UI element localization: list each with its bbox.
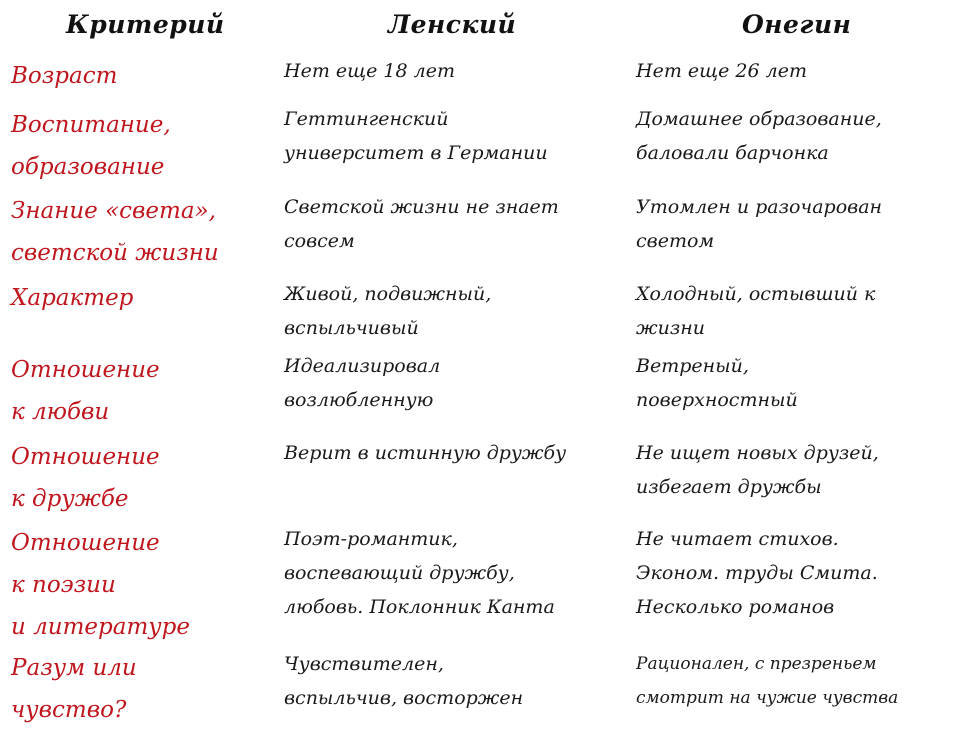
onegin-line: Нет еще 26 лет: [636, 60, 807, 82]
onegin-cell: [636, 349, 798, 417]
criterion-line: Знание «света»,: [11, 198, 216, 224]
lensky-line: Геттингенский: [284, 108, 449, 130]
lensky-line: Живой, подвижный,: [284, 283, 492, 305]
onegin-cell: [636, 277, 875, 345]
onegin-line: смотрит на чужие чувства: [636, 688, 899, 708]
onegin-cell: [636, 647, 898, 715]
criterion-line: и литературе: [11, 614, 190, 640]
onegin-line: Рационален, с презреньем: [636, 654, 877, 674]
lensky-line: вспыльчивый: [284, 317, 419, 339]
criterion-cell: [11, 277, 133, 319]
lensky-line: Чувствителен,: [284, 653, 444, 675]
criterion-cell: [11, 104, 171, 188]
lensky-line: Верит в истинную дружбу: [284, 442, 567, 464]
onegin-line: Утомлен и разочарован: [636, 196, 883, 218]
lensky-line: совсем: [284, 230, 355, 252]
onegin-line: Не ищет новых друзей,: [636, 442, 879, 464]
criterion-cell: [11, 190, 219, 274]
lensky-cell: [284, 54, 455, 88]
lensky-cell: [284, 102, 548, 170]
header-lensky: Ленский: [388, 10, 517, 39]
lensky-line: вспыльчив, восторжен: [284, 687, 524, 709]
criterion-line: Отношение: [11, 530, 160, 556]
lensky-cell: [284, 349, 440, 417]
lensky-line: Идеализировал: [284, 355, 441, 377]
onegin-line: Домашнее образование,: [636, 108, 882, 130]
criterion-cell: [11, 522, 190, 648]
onegin-line: баловали барчонка: [636, 142, 829, 164]
criterion-cell: [11, 436, 160, 520]
onegin-line: Эконом. труды Смита.: [636, 562, 878, 584]
lensky-line: Нет еще 18 лет: [284, 60, 455, 82]
lensky-line: Светской жизни не знает: [284, 196, 559, 218]
onegin-cell: [636, 190, 882, 258]
criterion-cell: [11, 349, 160, 433]
criterion-line: Возраст: [11, 63, 118, 89]
onegin-cell: [636, 102, 882, 170]
criterion-line: светской жизни: [11, 240, 219, 266]
onegin-line: Холодный, остывший к: [636, 283, 876, 305]
onegin-line: Несколько романов: [636, 596, 835, 618]
onegin-line: Ветреный,: [636, 355, 749, 377]
criterion-line: Отношение: [11, 444, 160, 470]
criterion-line: к поэзии: [11, 572, 116, 598]
onegin-line: избегает дружбы: [636, 476, 822, 498]
criterion-line: Характер: [11, 285, 134, 311]
lensky-line: возлюбленную: [284, 389, 434, 411]
criterion-cell: [11, 55, 117, 97]
header-criterion: Критерий: [66, 10, 225, 39]
criterion-line: к дружбе: [11, 486, 129, 512]
lensky-cell: [284, 190, 559, 258]
onegin-cell: [636, 436, 879, 504]
lensky-line: университет в Германии: [284, 142, 548, 164]
lensky-line: Поэт-романтик,: [284, 528, 458, 550]
criterion-line: Разум или: [11, 655, 137, 681]
criterion-line: Воспитание,: [11, 112, 171, 138]
criterion-line: образование: [11, 154, 165, 180]
lensky-cell: [284, 522, 555, 624]
onegin-cell: [636, 54, 807, 88]
onegin-line: Не читает стихов.: [636, 528, 839, 550]
header-onegin: Онегин: [742, 10, 852, 39]
onegin-line: поверхностный: [636, 389, 798, 411]
lensky-cell: [284, 647, 523, 715]
lensky-line: воспевающий дружбу,: [284, 562, 515, 584]
lensky-line: любовь. Поклонник Канта: [284, 596, 555, 618]
criterion-line: Отношение: [11, 357, 160, 383]
criterion-line: к любви: [11, 399, 110, 425]
lensky-cell: [284, 277, 491, 345]
lensky-cell: [284, 436, 566, 470]
criterion-line: чувство?: [11, 697, 127, 723]
onegin-line: светом: [636, 230, 715, 252]
criterion-cell: [11, 647, 137, 731]
onegin-cell: [636, 522, 878, 624]
onegin-line: жизни: [636, 317, 705, 339]
